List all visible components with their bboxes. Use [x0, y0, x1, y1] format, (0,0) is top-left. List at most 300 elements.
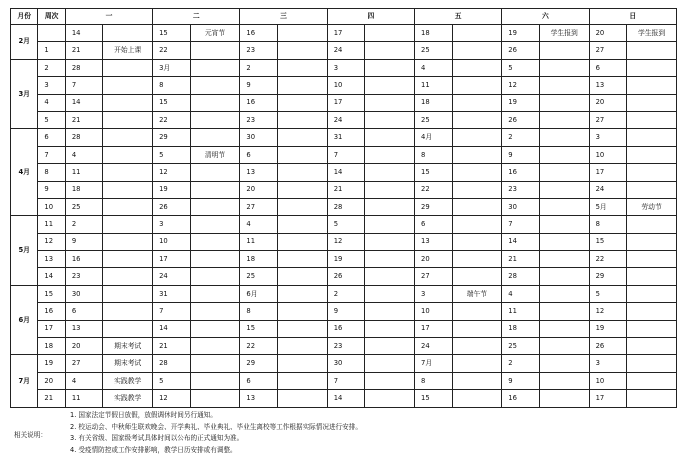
- day-note: [627, 251, 677, 268]
- day-number: 9: [327, 303, 365, 320]
- day-note: [452, 164, 502, 181]
- day-number: 4: [65, 146, 103, 163]
- day-number: 27: [240, 198, 278, 215]
- day-note: [627, 42, 677, 59]
- day-number: 2: [327, 285, 365, 302]
- day-note: [190, 372, 240, 389]
- day-number: 25: [502, 338, 540, 355]
- day-note: [539, 303, 589, 320]
- day-number: 14: [502, 233, 540, 250]
- day-note: [539, 198, 589, 215]
- day-note: [190, 320, 240, 337]
- day-note: [627, 77, 677, 94]
- day-number: 25: [415, 42, 453, 59]
- day-number: 8: [415, 146, 453, 163]
- month-label: 4月: [11, 129, 38, 216]
- day-number: 23: [327, 338, 365, 355]
- day-note: [277, 390, 327, 407]
- day-number: 11: [65, 390, 103, 407]
- day-number: 12: [153, 164, 191, 181]
- day-note: [452, 181, 502, 198]
- day-note: [539, 372, 589, 389]
- day-number: 15: [415, 390, 453, 407]
- day-note: [627, 338, 677, 355]
- day-note: [627, 216, 677, 233]
- week-row: [11, 77, 677, 94]
- day-note: [452, 251, 502, 268]
- week-number: 21: [38, 390, 65, 407]
- week-row: [11, 42, 677, 59]
- day-number: 17: [589, 164, 627, 181]
- day-note: [539, 59, 589, 76]
- day-number: 21: [502, 251, 540, 268]
- week-number: 18: [38, 338, 65, 355]
- day-number: 5: [153, 146, 191, 163]
- day-note: [103, 268, 153, 285]
- day-number: 9: [502, 372, 540, 389]
- day-number: 18: [65, 181, 103, 198]
- day-number: 3: [327, 59, 365, 76]
- day-note: [627, 94, 677, 111]
- week-row: [11, 198, 677, 215]
- day-number: 6: [240, 372, 278, 389]
- day-note: [277, 25, 327, 42]
- day-number: 22: [240, 338, 278, 355]
- day-number: 16: [240, 94, 278, 111]
- day-note: [452, 198, 502, 215]
- day-note: [277, 42, 327, 59]
- day-note: [452, 390, 502, 407]
- day-number: 16: [502, 164, 540, 181]
- day-number: 22: [589, 251, 627, 268]
- header-monday: 一: [65, 9, 152, 25]
- day-number: 5月: [589, 198, 627, 215]
- day-number: 8: [589, 216, 627, 233]
- day-note: [365, 111, 415, 128]
- day-note: [539, 146, 589, 163]
- day-note: [277, 268, 327, 285]
- day-number: 17: [153, 251, 191, 268]
- day-note: [627, 59, 677, 76]
- day-note: [365, 390, 415, 407]
- week-row: [11, 233, 677, 250]
- day-note: [452, 338, 502, 355]
- day-note: [452, 25, 502, 42]
- day-number: 26: [502, 42, 540, 59]
- day-number: 20: [589, 25, 627, 42]
- day-number: 28: [327, 198, 365, 215]
- day-number: 5: [327, 216, 365, 233]
- day-number: 9: [240, 77, 278, 94]
- calendar-table: [10, 8, 677, 408]
- day-note: [627, 303, 677, 320]
- day-note: 学生报到: [627, 25, 677, 42]
- day-note: 元宵节: [190, 25, 240, 42]
- day-number: 31: [327, 129, 365, 146]
- day-note: [103, 216, 153, 233]
- day-note: [539, 338, 589, 355]
- day-note: [539, 216, 589, 233]
- week-number: 17: [38, 320, 65, 337]
- week-row: [11, 355, 677, 372]
- day-note: [365, 25, 415, 42]
- day-number: 30: [65, 285, 103, 302]
- week-row: [11, 59, 677, 76]
- day-note: [365, 251, 415, 268]
- day-note: [452, 320, 502, 337]
- day-number: 8: [240, 303, 278, 320]
- day-number: 11: [240, 233, 278, 250]
- day-note: [539, 164, 589, 181]
- day-number: 11: [415, 77, 453, 94]
- header-friday: 五: [415, 9, 502, 25]
- day-number: 7: [502, 216, 540, 233]
- day-number: 3: [589, 355, 627, 372]
- day-note: [103, 320, 153, 337]
- day-number: 4: [240, 216, 278, 233]
- day-note: [452, 216, 502, 233]
- day-note: [452, 77, 502, 94]
- day-note: [277, 355, 327, 372]
- day-number: 4: [65, 372, 103, 389]
- day-note: [277, 111, 327, 128]
- day-note: [365, 146, 415, 163]
- day-note: [365, 129, 415, 146]
- day-note: [452, 355, 502, 372]
- day-number: 30: [502, 198, 540, 215]
- day-number: 29: [415, 198, 453, 215]
- day-number: 4: [502, 285, 540, 302]
- day-note: [539, 111, 589, 128]
- week-row: [11, 320, 677, 337]
- day-number: 17: [415, 320, 453, 337]
- day-note: 实践教学: [103, 372, 153, 389]
- day-number: 20: [589, 94, 627, 111]
- day-note: [277, 77, 327, 94]
- school-calendar: [10, 8, 677, 408]
- day-note: [277, 338, 327, 355]
- day-note: [627, 146, 677, 163]
- day-note: [452, 268, 502, 285]
- day-note: [277, 303, 327, 320]
- week-row: [11, 251, 677, 268]
- day-number: 24: [327, 42, 365, 59]
- day-number: 10: [153, 233, 191, 250]
- day-number: 30: [327, 355, 365, 372]
- week-number: 5: [38, 111, 65, 128]
- week-row: [11, 268, 677, 285]
- day-number: 14: [65, 25, 103, 42]
- day-number: 17: [589, 390, 627, 407]
- day-note: [190, 111, 240, 128]
- day-note: [627, 285, 677, 302]
- day-note: [190, 338, 240, 355]
- day-number: 23: [502, 181, 540, 198]
- day-number: 4: [415, 59, 453, 76]
- week-number: 1: [38, 42, 65, 59]
- week-number: 10: [38, 198, 65, 215]
- day-note: [103, 111, 153, 128]
- day-number: 20: [240, 181, 278, 198]
- day-note: [103, 251, 153, 268]
- day-number: 11: [502, 303, 540, 320]
- day-note: [365, 59, 415, 76]
- day-note: [190, 251, 240, 268]
- day-note: 期末考试: [103, 338, 153, 355]
- header-thursday: 四: [327, 9, 414, 25]
- header-sunday: 日: [589, 9, 676, 25]
- day-number: 16: [327, 320, 365, 337]
- day-note: [365, 338, 415, 355]
- day-number: 13: [240, 164, 278, 181]
- day-number: 7: [65, 77, 103, 94]
- day-note: [190, 390, 240, 407]
- day-note: [452, 303, 502, 320]
- day-number: 16: [502, 390, 540, 407]
- day-number: 7: [327, 146, 365, 163]
- day-number: 28: [153, 355, 191, 372]
- day-note: [365, 94, 415, 111]
- day-note: [539, 233, 589, 250]
- day-number: 18: [415, 25, 453, 42]
- day-number: 15: [153, 94, 191, 111]
- day-number: 19: [502, 25, 540, 42]
- day-number: 30: [240, 129, 278, 146]
- day-note: 清明节: [190, 146, 240, 163]
- day-note: [365, 77, 415, 94]
- day-number: 2: [240, 59, 278, 76]
- week-number: 16: [38, 303, 65, 320]
- day-number: 25: [65, 198, 103, 215]
- day-note: [190, 303, 240, 320]
- day-number: 29: [589, 268, 627, 285]
- day-note: 劳动节: [627, 198, 677, 215]
- week-number: 7: [38, 146, 65, 163]
- day-number: 18: [240, 251, 278, 268]
- day-note: [452, 94, 502, 111]
- day-number: 18: [502, 320, 540, 337]
- week-number: 11: [38, 216, 65, 233]
- day-number: 7月: [415, 355, 453, 372]
- week-number: 9: [38, 181, 65, 198]
- header-week: 周次: [38, 9, 65, 25]
- day-note: [365, 216, 415, 233]
- day-note: [452, 129, 502, 146]
- month-label: 6月: [11, 285, 38, 355]
- day-note: [627, 355, 677, 372]
- day-note: [452, 146, 502, 163]
- day-note: [539, 355, 589, 372]
- week-row: [11, 285, 677, 302]
- day-note: [452, 111, 502, 128]
- day-number: 16: [65, 251, 103, 268]
- day-note: [103, 25, 153, 42]
- day-number: 10: [589, 146, 627, 163]
- day-number: 5: [589, 285, 627, 302]
- week-number: 13: [38, 251, 65, 268]
- day-number: 8: [415, 372, 453, 389]
- day-note: 实践教学: [103, 390, 153, 407]
- day-number: 24: [153, 268, 191, 285]
- day-note: [627, 268, 677, 285]
- note-item: 3. 有关省级、国家级考试具体时间以公布的正式通知为准。: [70, 434, 244, 442]
- day-note: [103, 59, 153, 76]
- day-number: 6: [65, 303, 103, 320]
- week-row: [11, 94, 677, 111]
- day-number: 7: [327, 372, 365, 389]
- day-note: [190, 164, 240, 181]
- day-number: 13: [415, 233, 453, 250]
- day-note: [190, 181, 240, 198]
- day-note: [190, 94, 240, 111]
- day-note: [103, 94, 153, 111]
- day-note: [627, 233, 677, 250]
- week-number: 19: [38, 355, 65, 372]
- day-number: 14: [327, 390, 365, 407]
- day-number: 21: [327, 181, 365, 198]
- day-number: 17: [327, 94, 365, 111]
- week-number: 12: [38, 233, 65, 250]
- day-note: [452, 372, 502, 389]
- day-note: [277, 320, 327, 337]
- day-number: 3月: [153, 59, 191, 76]
- day-note: [277, 146, 327, 163]
- week-row: [11, 164, 677, 181]
- day-note: [365, 233, 415, 250]
- day-number: 2: [65, 216, 103, 233]
- day-note: [103, 198, 153, 215]
- day-number: 5: [153, 372, 191, 389]
- week-number: 20: [38, 372, 65, 389]
- day-number: 21: [153, 338, 191, 355]
- day-number: 28: [502, 268, 540, 285]
- day-note: [365, 372, 415, 389]
- week-number: 6: [38, 129, 65, 146]
- day-note: [103, 285, 153, 302]
- day-number: 12: [502, 77, 540, 94]
- day-note: [103, 303, 153, 320]
- day-number: 23: [240, 111, 278, 128]
- week-row: [11, 146, 677, 163]
- day-note: [539, 268, 589, 285]
- day-number: 9: [502, 146, 540, 163]
- day-number: 12: [153, 390, 191, 407]
- day-note: [103, 129, 153, 146]
- day-number: 8: [153, 77, 191, 94]
- day-number: 19: [589, 320, 627, 337]
- day-number: 3: [153, 216, 191, 233]
- note-item: 2. 校运动会、中秋师生联欢晚会、开学典礼、毕业典礼、毕业生离校等工作根据实际情况进行安排。: [70, 422, 362, 431]
- week-row: [11, 390, 677, 407]
- day-note: [277, 94, 327, 111]
- day-number: 2: [502, 129, 540, 146]
- week-number: 2: [38, 59, 65, 76]
- week-row: [11, 25, 677, 42]
- day-note: 开始上课: [103, 42, 153, 59]
- month-label: 7月: [11, 355, 38, 407]
- week-row: [11, 129, 677, 146]
- day-number: 11: [65, 164, 103, 181]
- day-note: [365, 268, 415, 285]
- notes-list: [70, 410, 362, 456]
- day-number: 25: [415, 111, 453, 128]
- week-number: 4: [38, 94, 65, 111]
- day-note: [365, 181, 415, 198]
- day-number: 5: [502, 59, 540, 76]
- day-note: [539, 181, 589, 198]
- day-number: 12: [589, 303, 627, 320]
- day-number: 13: [589, 77, 627, 94]
- week-row: [11, 216, 677, 233]
- day-number: 12: [327, 233, 365, 250]
- day-note: [103, 146, 153, 163]
- day-number: 14: [65, 94, 103, 111]
- day-number: 10: [589, 372, 627, 389]
- day-number: 15: [415, 164, 453, 181]
- day-number: 16: [240, 25, 278, 42]
- day-number: 19: [153, 181, 191, 198]
- week-number: [38, 25, 65, 42]
- day-number: 24: [589, 181, 627, 198]
- day-note: [190, 233, 240, 250]
- day-note: [539, 320, 589, 337]
- day-note: [539, 77, 589, 94]
- day-number: 27: [589, 111, 627, 128]
- day-note: [539, 94, 589, 111]
- day-note: 端午节: [452, 285, 502, 302]
- day-number: 27: [65, 355, 103, 372]
- day-number: 26: [327, 268, 365, 285]
- day-number: 22: [153, 111, 191, 128]
- day-number: 6: [589, 59, 627, 76]
- day-note: [190, 216, 240, 233]
- day-number: 6: [415, 216, 453, 233]
- day-number: 21: [65, 111, 103, 128]
- day-note: [190, 59, 240, 76]
- day-number: 13: [65, 320, 103, 337]
- day-note: [539, 390, 589, 407]
- day-note: [277, 216, 327, 233]
- day-note: [452, 233, 502, 250]
- day-number: 24: [415, 338, 453, 355]
- day-number: 20: [415, 251, 453, 268]
- day-note: [365, 355, 415, 372]
- day-number: 15: [240, 320, 278, 337]
- day-note: [365, 320, 415, 337]
- day-note: [365, 42, 415, 59]
- day-note: [277, 129, 327, 146]
- month-label: 2月: [11, 25, 38, 60]
- week-number: 14: [38, 268, 65, 285]
- day-number: 18: [415, 94, 453, 111]
- day-number: 21: [65, 42, 103, 59]
- day-number: 20: [65, 338, 103, 355]
- day-number: 2: [502, 355, 540, 372]
- day-number: 23: [240, 42, 278, 59]
- day-number: 24: [327, 111, 365, 128]
- day-note: [365, 198, 415, 215]
- day-note: [190, 42, 240, 59]
- day-number: 17: [327, 25, 365, 42]
- day-number: 27: [415, 268, 453, 285]
- notes-label: 相关说明：: [14, 431, 47, 439]
- day-number: 26: [153, 198, 191, 215]
- day-note: [452, 42, 502, 59]
- day-note: [627, 372, 677, 389]
- day-note: [277, 164, 327, 181]
- day-number: 22: [415, 181, 453, 198]
- day-number: 15: [153, 25, 191, 42]
